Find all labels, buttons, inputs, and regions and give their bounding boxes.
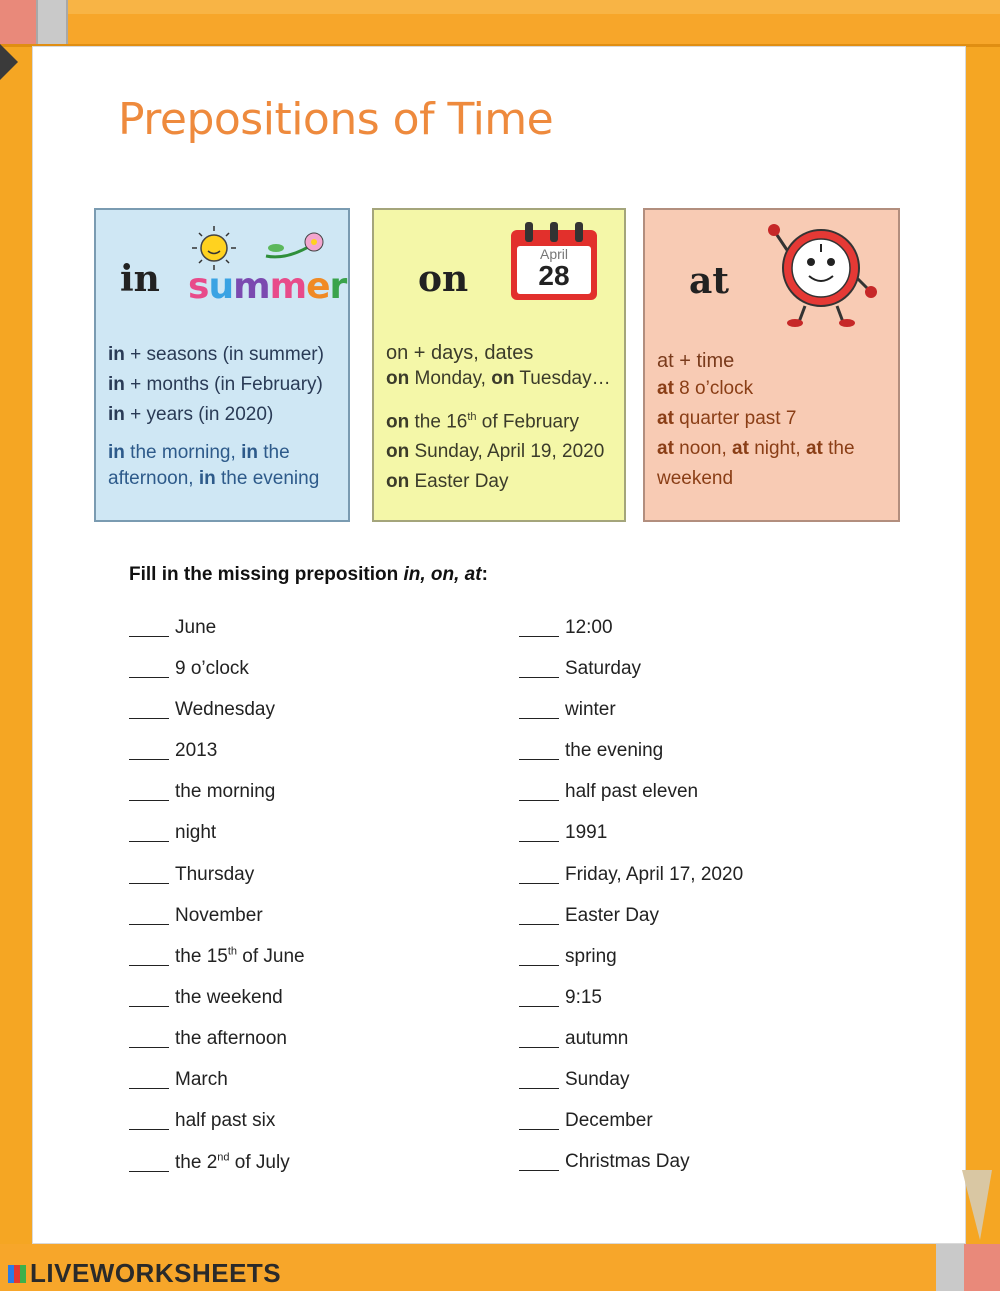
calendar-icon	[511, 222, 597, 298]
exercise-item: the afternoon	[129, 1028, 305, 1069]
answer-blank[interactable]	[129, 782, 169, 801]
answer-blank[interactable]	[519, 988, 559, 1007]
exercise-item: March	[129, 1069, 305, 1110]
card-at-word: at	[689, 260, 729, 302]
answer-blank[interactable]	[519, 1111, 559, 1130]
card-in-word: in	[120, 258, 160, 300]
rule-line: in the morning, in the	[108, 442, 290, 463]
rule-line: in + months (in February)	[108, 374, 323, 395]
pencil-frame-top	[0, 0, 1000, 47]
answer-blank[interactable]	[519, 906, 559, 925]
card-in-rules	[108, 340, 324, 494]
exercise-item: 2013	[129, 740, 305, 781]
exercise-item: 9:15	[519, 987, 743, 1028]
exercise-item: autumn	[519, 1028, 743, 1069]
exercise-column-left	[129, 617, 305, 1192]
answer-blank[interactable]	[129, 947, 169, 966]
exercise-item: Wednesday	[129, 699, 305, 740]
exercise-item: Saturday	[519, 658, 743, 699]
answer-blank[interactable]	[129, 659, 169, 678]
card-in	[94, 208, 350, 522]
exercise-item: the weekend	[129, 987, 305, 1028]
pencil-stripe	[0, 0, 1000, 14]
card-on-word: on	[418, 258, 469, 300]
exercise-item: spring	[519, 946, 743, 987]
exercise-item: the morning	[129, 781, 305, 822]
answer-blank[interactable]	[519, 1152, 559, 1171]
pencil-tip-icon	[0, 44, 18, 80]
answer-blank[interactable]	[129, 906, 169, 925]
clock-character-icon	[765, 218, 885, 328]
answer-blank[interactable]	[129, 988, 169, 1007]
card-at	[643, 208, 900, 522]
exercise-item: November	[129, 905, 305, 946]
answer-blank[interactable]	[129, 823, 169, 842]
answer-blank[interactable]	[519, 741, 559, 760]
exercise-item: half past six	[129, 1110, 305, 1151]
card-on-rules	[386, 338, 611, 497]
answer-blank[interactable]	[129, 1111, 169, 1130]
answer-blank[interactable]	[519, 1070, 559, 1089]
summer-word: summer	[188, 266, 347, 307]
rule-line: at + time	[657, 350, 735, 372]
answer-blank[interactable]	[129, 741, 169, 760]
pencil-ferrule	[36, 0, 68, 44]
answer-blank[interactable]	[519, 1029, 559, 1048]
rule-line: on + days, dates	[386, 342, 534, 364]
exercise-item: June	[129, 617, 305, 658]
answer-blank[interactable]	[519, 700, 559, 719]
rule-line: at 8 o’clock	[657, 378, 754, 399]
rule-line: on Monday, on Tuesday…	[386, 368, 611, 389]
pencil-tip-icon	[962, 1170, 992, 1240]
rule-line: on the 16th of February	[386, 411, 579, 433]
card-on	[372, 208, 626, 522]
exercise-item: the 2nd of July	[129, 1151, 305, 1192]
eraser-icon	[0, 0, 36, 44]
answer-blank[interactable]	[519, 618, 559, 637]
exercise-item: December	[519, 1110, 743, 1151]
exercise-item: the 15th of June	[129, 946, 305, 987]
rule-line: at quarter past 7	[657, 408, 797, 429]
exercise-item: Thursday	[129, 864, 305, 905]
rule-line: on Sunday, April 19, 2020	[386, 441, 605, 463]
rule-line: afternoon, in the evening	[108, 468, 320, 489]
exercise-item: the evening	[519, 740, 743, 781]
exercise-item: Sunday	[519, 1069, 743, 1110]
card-at-rules	[657, 346, 855, 494]
exercise-column-right	[519, 617, 743, 1192]
answer-blank[interactable]	[129, 1153, 169, 1172]
answer-blank[interactable]	[129, 1070, 169, 1089]
pencil-ferrule	[936, 1244, 964, 1291]
liveworksheets-logo[interactable]: LIVEWORKSHEETS	[8, 1258, 281, 1289]
rule-line: at noon, at night, at the	[657, 438, 855, 459]
liveworksheets-icon	[8, 1265, 26, 1283]
exercise-item: 9 o’clock	[129, 658, 305, 699]
exercise-item: half past eleven	[519, 781, 743, 822]
rule-line: in + seasons (in summer)	[108, 344, 324, 365]
answer-blank[interactable]	[519, 947, 559, 966]
calendar-day: 28	[538, 260, 570, 291]
rule-line: in + years (in 2020)	[108, 404, 274, 425]
exercise-item: night	[129, 822, 305, 863]
exercise-item: 1991	[519, 822, 743, 863]
exercise-item: 12:00	[519, 617, 743, 658]
exercise-instruction: Fill in the missing preposition in, on, at:	[129, 564, 488, 585]
rule-line: weekend	[657, 468, 734, 489]
page-title: Prepositions of Time	[118, 94, 554, 145]
exercise-item: Friday, April 17, 2020	[519, 864, 743, 905]
rule-line: on Easter Day	[386, 471, 509, 493]
exercise-item: winter	[519, 699, 743, 740]
exercise-item: Easter Day	[519, 905, 743, 946]
answer-blank[interactable]	[129, 700, 169, 719]
answer-blank[interactable]	[129, 865, 169, 884]
calendar-month: April	[539, 246, 568, 262]
answer-blank[interactable]	[129, 1029, 169, 1048]
exercise-item: Christmas Day	[519, 1151, 743, 1192]
answer-blank[interactable]	[519, 659, 559, 678]
eraser-icon	[964, 1244, 1000, 1291]
answer-blank[interactable]	[519, 823, 559, 842]
answer-blank[interactable]	[129, 618, 169, 637]
answer-blank[interactable]	[519, 865, 559, 884]
answer-blank[interactable]	[519, 782, 559, 801]
